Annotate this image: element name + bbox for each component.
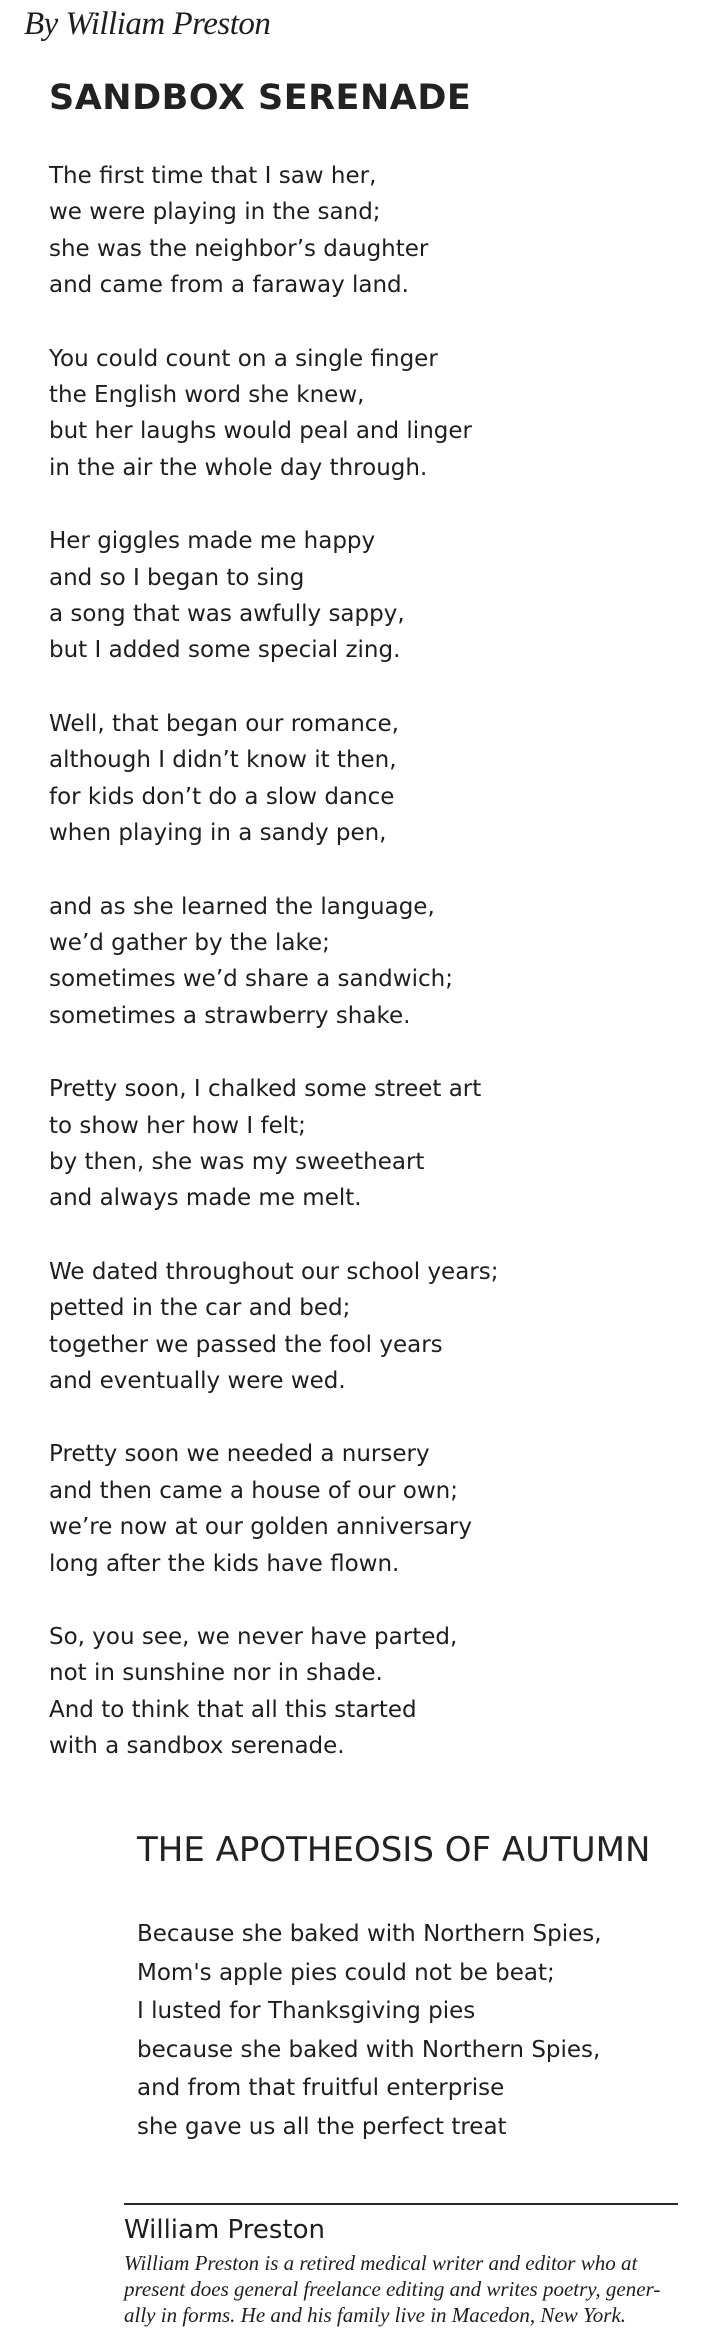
- poem-line: and as she learned the language,: [49, 893, 435, 920]
- poem-line: and from that fruitful enterprise: [137, 2075, 505, 2102]
- poem-line: the English word she knew,: [49, 382, 365, 409]
- poem-line: long after the kids have flown.: [49, 1550, 400, 1577]
- author-name: William Preston: [124, 2215, 326, 2245]
- poem-line: but I added some special zing.: [49, 637, 401, 664]
- poem-line: Her giggles made me happy: [49, 528, 376, 555]
- poem-line: to show her how I felt;: [49, 1112, 306, 1139]
- poem-line: in the air the whole day through.: [49, 454, 428, 481]
- second-poem-title: THE APOTHEOSIS OF AUTUMN: [137, 1830, 651, 1870]
- poem-line: Pretty soon, I chalked some street art: [49, 1076, 482, 1103]
- stanza: [49, 523, 649, 669]
- poem-line: when playing in a sandy pen,: [49, 820, 387, 847]
- poem-line: we’d gather by the lake;: [49, 929, 330, 956]
- stanza: [49, 889, 649, 1035]
- poem-line: And to think that all this started: [49, 1696, 417, 1723]
- poem-line: by then, she was my sweetheart: [49, 1148, 425, 1175]
- poem-line: and always made me melt.: [49, 1185, 362, 1212]
- poem-line: Mom's apple pies could not be beat;: [137, 1959, 555, 1986]
- poem-line: petted in the car and bed;: [49, 1295, 351, 1322]
- stanza: [49, 1071, 649, 1217]
- poem-line: sometimes we’d share a sandwich;: [49, 966, 453, 993]
- bio-line: ally in forms. He and his family live in Macedon, New York.: [124, 2303, 627, 2327]
- poem-line: and so I began to sing: [49, 564, 305, 591]
- poem-line: Because she baked with Northern Spies,: [137, 1921, 602, 1947]
- poem-line: Pretty soon we needed a nursery: [49, 1441, 430, 1468]
- poem-line: and eventually were wed.: [49, 1367, 346, 1394]
- stanza: [49, 706, 649, 852]
- poem-line: because she baked with Northern Spies,: [137, 2036, 601, 2063]
- poem-line: not in sunshine nor in shade.: [49, 1660, 383, 1687]
- poem-line: with a sandbox serenade.: [49, 1733, 345, 1760]
- stanza: [49, 1436, 649, 1582]
- bio-line: present does general freelance editing and writes poetry, gener-: [124, 2277, 661, 2301]
- poem-line: we were playing in the sand;: [49, 199, 381, 226]
- stanza: [49, 341, 649, 487]
- poem-line: sometimes a strawberry shake.: [49, 1002, 411, 1029]
- stanza: [49, 1254, 649, 1400]
- author-bio: [124, 2250, 684, 2328]
- poem-title: SANDBOX SERENADE: [49, 78, 472, 118]
- poem-line: for kids don’t do a slow dance: [49, 783, 395, 810]
- stanza: [49, 158, 649, 304]
- bio-line: William Preston is a retired medical writer and editor who at: [124, 2251, 638, 2275]
- poem-line: The first time that I saw her,: [49, 163, 377, 189]
- second-poem-body: [137, 1915, 697, 2147]
- poem-line: we’re now at our golden anniversary: [49, 1514, 472, 1541]
- poem-line: and then came a house of our own;: [49, 1477, 459, 1504]
- byline: By William Preston: [24, 6, 271, 42]
- poem-line: she was the neighbor’s daughter: [49, 235, 429, 262]
- poem-line: I lusted for Thanksgiving pies: [137, 1998, 476, 2025]
- poem-line: but her laughs would peal and linger: [49, 418, 472, 445]
- poem-line: So, you see, we never have parted,: [49, 1624, 458, 1650]
- poem-line: together we passed the fool years: [49, 1331, 443, 1358]
- poem-line: You could count on a single finger: [49, 345, 438, 372]
- divider: [124, 2203, 678, 2205]
- poem-line: she gave us all the perfect treat: [137, 2113, 507, 2140]
- poem-line: We dated throughout our school years;: [49, 1258, 499, 1285]
- poem-line: and came from a faraway land.: [49, 272, 409, 299]
- poem-line: Well, that began our romance,: [49, 710, 399, 737]
- poem-line: a song that was awfully sappy,: [49, 601, 405, 628]
- poem-body: [49, 158, 649, 1802]
- poem-line: although I didn’t know it then,: [49, 747, 397, 774]
- stanza: [49, 1619, 649, 1765]
